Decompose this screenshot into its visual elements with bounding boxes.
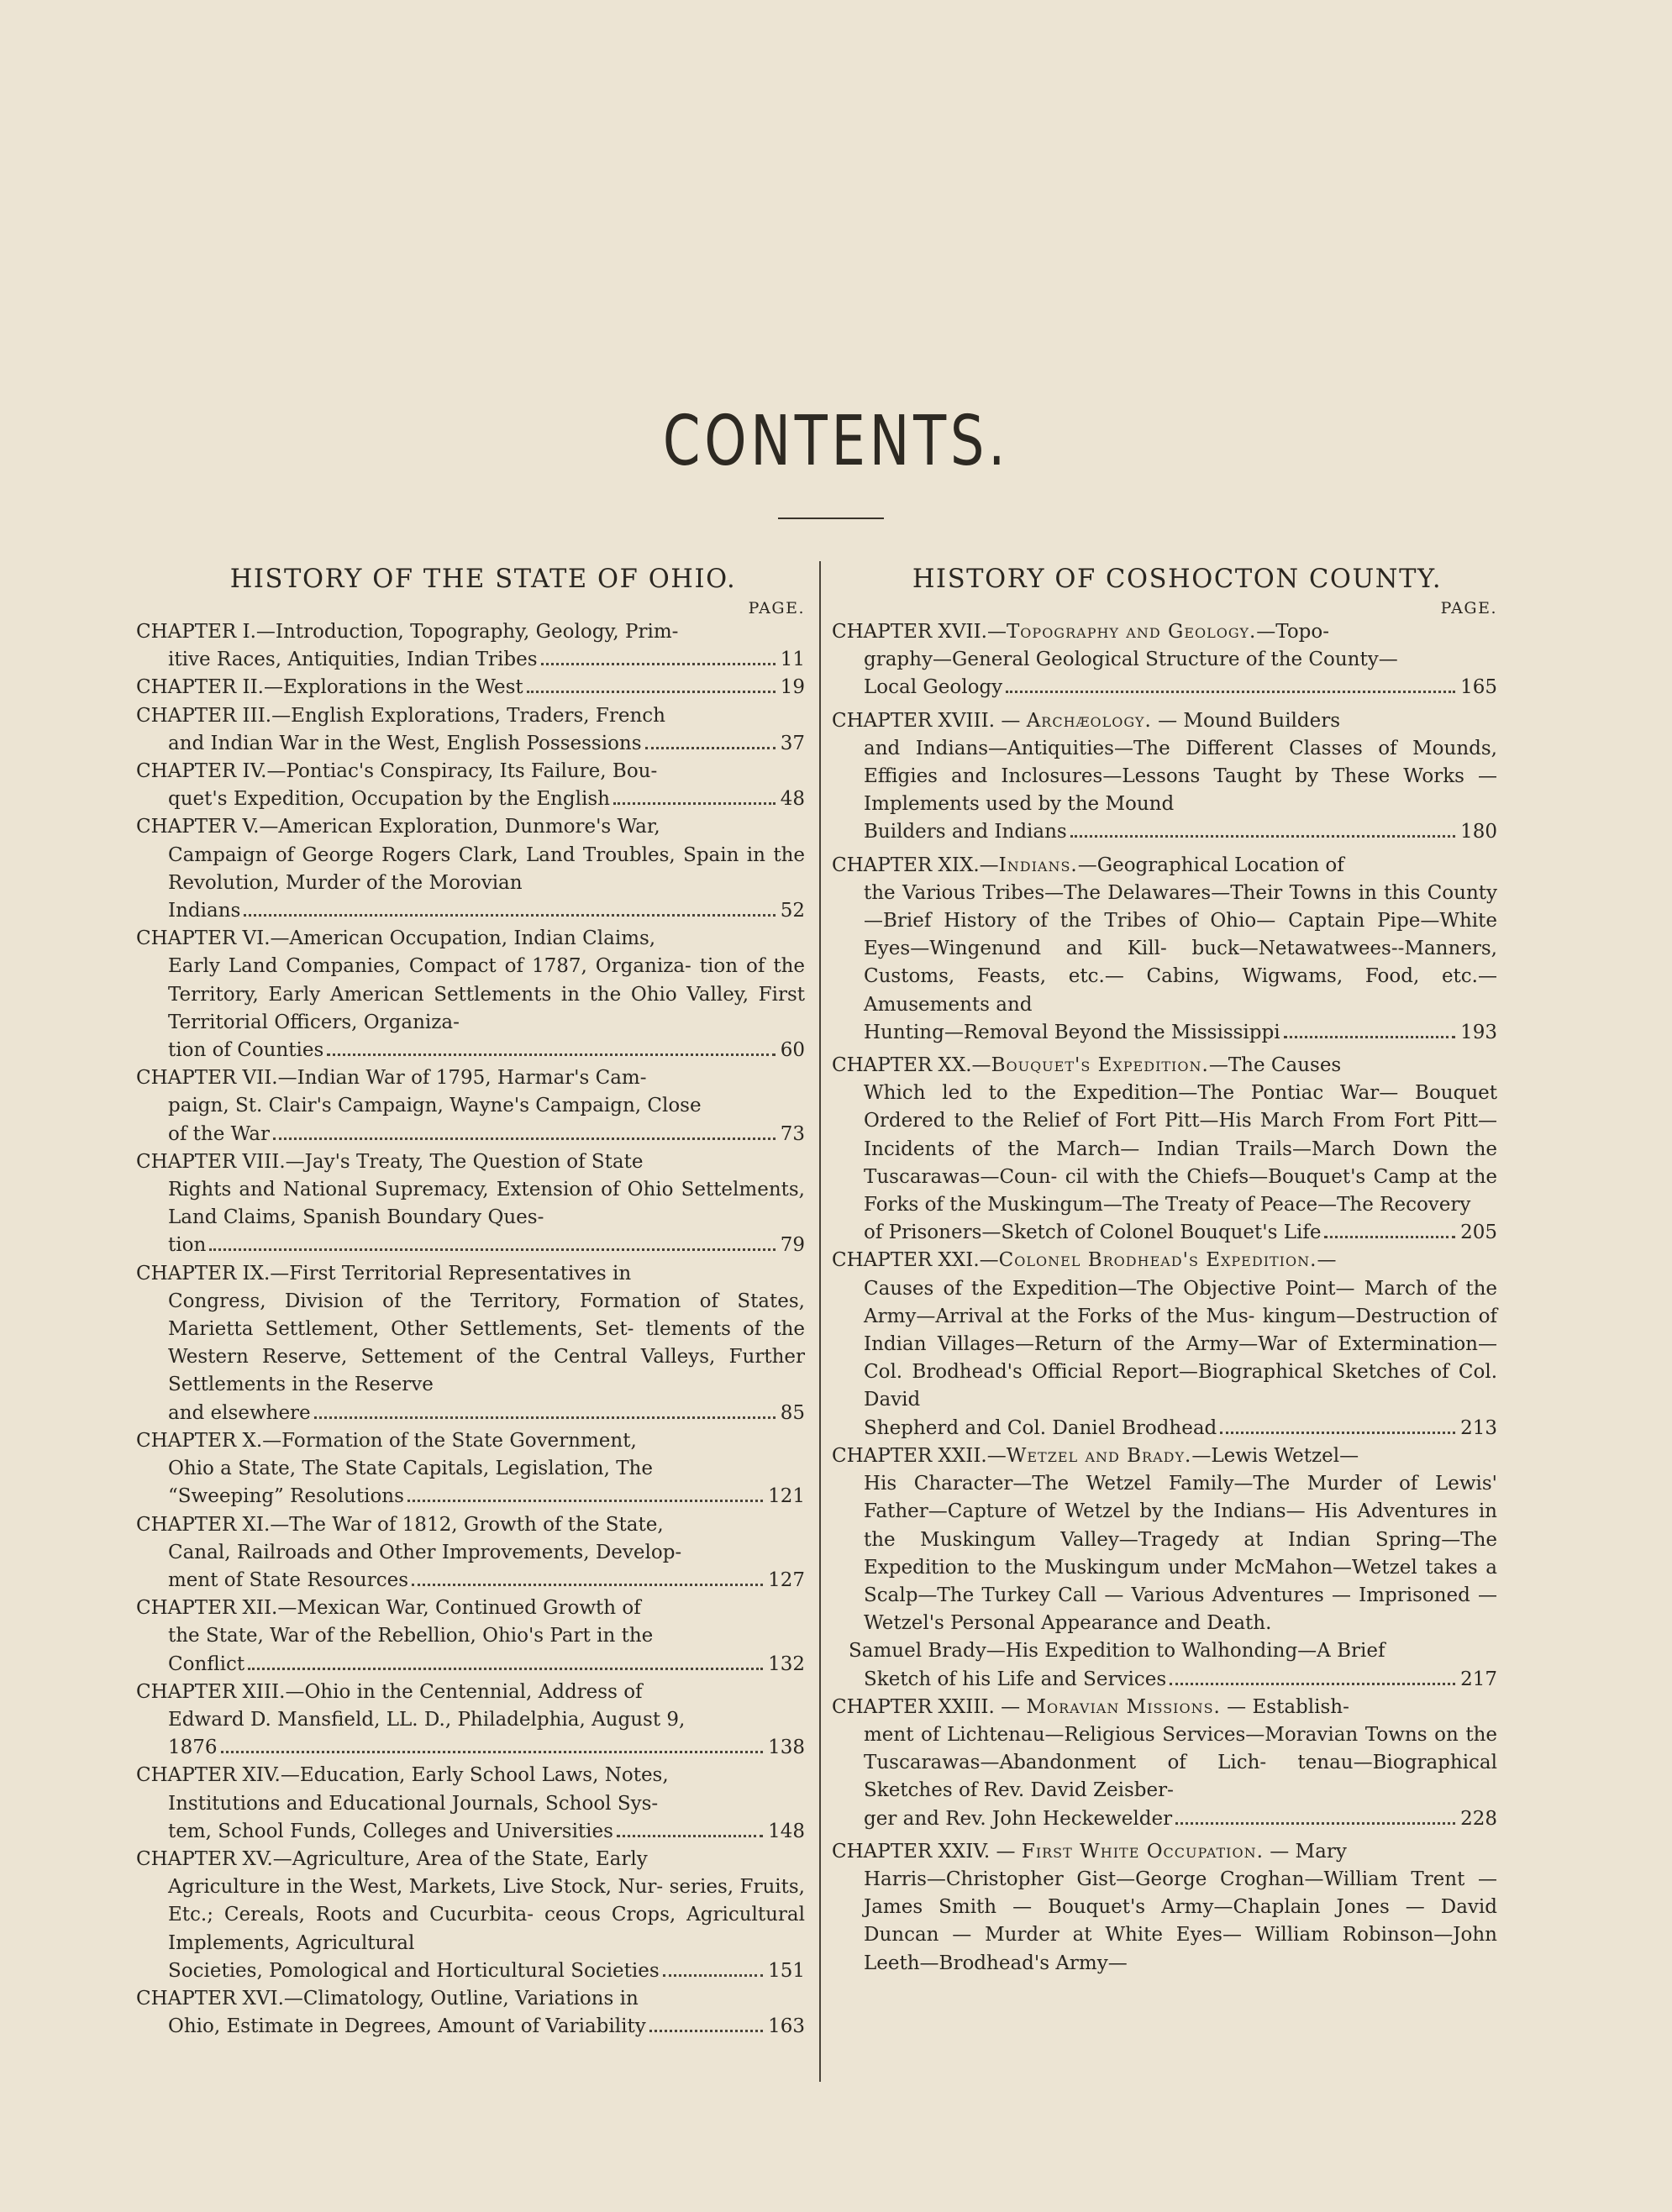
chapter-topic: Wetzel and Brady. — [1006, 1444, 1192, 1467]
chapter-topic: Moravian Missions. — [1026, 1695, 1221, 1718]
entry-page-number: 73 — [780, 1122, 805, 1145]
toc-entry — [136, 1985, 805, 2041]
entry-tail-text: CHAPTER II.—Explorations in the West — [136, 676, 523, 699]
entry-page-number: 163 — [768, 2015, 805, 2038]
right-column-heading: HISTORY OF COSHOCTON COUNTY. — [912, 565, 1443, 594]
right-entries-list — [832, 618, 1497, 1978]
entry-page-number: 85 — [780, 1401, 805, 1424]
entry-tail-line — [136, 1957, 805, 1985]
entry-continuation: His Character—The Wetzel Family—The Murder of Lewis' Father—Capture of Wetzel by the Indians— His Adventures in the Muskingum Valley—Tragedy at Indian Spring—The Expedition to the Muskingum under McMahon—Wetzel takes a Scalp—The Turkey Call — Various Adventures — Imprisoned — Wetzel's Personal Appearance and Death. — [864, 1473, 1497, 1635]
entry-tail-line — [136, 897, 805, 925]
entry-first-line: CHAPTER I.—Introduction, Topography, Geology, Prim- — [136, 621, 679, 643]
entry-page-number: 193 — [1460, 1021, 1497, 1043]
entry-continuation: the Various Tribes—The Delawares—Their Towns in this County—Brief History of the Tribes of Ohio— Captain Pipe—White Eyes—Wingenund and Kill- buck—Netawatwees--Manners, Customs, Feasts, etc.— Cabins, Wigwams, Food, etc.—Amusements and — [864, 881, 1497, 1016]
entry-tail-text: tion — [168, 1234, 207, 1257]
entry-first-line — [832, 1838, 1497, 1866]
chapter-number: CHAPTER XIX.— — [832, 854, 999, 876]
entry-tail-line — [136, 1232, 805, 1259]
toc-entry — [832, 618, 1497, 702]
toc-entry — [832, 1694, 1497, 1833]
entry-first-line-rest: — Mary — [1263, 1840, 1347, 1863]
toc-entry — [136, 702, 805, 758]
entry-tail-text: Local Geology — [864, 676, 1003, 699]
entry-first-line: CHAPTER XI.—The War of 1812, Growth of the State, — [136, 1513, 664, 1536]
entry-tail-line — [832, 1805, 1497, 1833]
entry-first-line: CHAPTER VII.—Indian War of 1795, Harmar's Cam- — [136, 1067, 647, 1090]
entry-continuation: Causes of the Expedition—The Objective Point— March of the Army—Arrival at the Forks of the Mus- kingum—Destruction of Indian Villages—Return of the Army—War of Extermination—Col. Brodhead's Official Report—Biographical Sketches of Col. David — [864, 1277, 1497, 1411]
dot-leader — [649, 2030, 763, 2032]
entry-tail-line — [136, 1567, 805, 1595]
dot-leader — [209, 1248, 775, 1251]
entry-tail-line — [136, 646, 805, 674]
entry-page-number: 60 — [780, 1039, 805, 1062]
entry-page-number: 19 — [780, 676, 805, 699]
chapter-number: CHAPTER XVIII. — — [832, 709, 1027, 732]
left-entries-list — [136, 618, 805, 2041]
entry-continuation: and Indians—Antiquities—The Different Classes of Mounds, Effigies and Inclosures—Lessons Taught by These Works — Implements used by the Mound — [864, 737, 1497, 816]
dot-leader — [273, 1138, 776, 1140]
entry-first-line-rest: —Geographical Location of — [1077, 854, 1344, 876]
entry-first-line: CHAPTER V.—American Exploration, Dunmore's War, — [136, 816, 660, 838]
toc-entry — [832, 1247, 1497, 1442]
title-rule — [778, 518, 884, 519]
dot-leader — [244, 914, 775, 917]
entry-tail-line — [136, 730, 805, 758]
left-column — [136, 561, 805, 2041]
entry-first-line — [832, 1052, 1497, 1080]
toc-entry — [136, 674, 805, 701]
entry-tail-line — [832, 674, 1497, 701]
entry-tail-line — [832, 818, 1497, 846]
right-page-label: PAGE. — [1440, 599, 1497, 617]
entry-continuation: Campaign of George Rogers Clark, Land Troubles, Spain in the Revolution, Murder of the Morovian — [168, 843, 805, 894]
chapter-topic: Archæology. — [1026, 709, 1152, 732]
entry-first-line-rest: — Establish- — [1220, 1695, 1349, 1718]
entry-tail-line — [832, 1019, 1497, 1047]
toc-entry — [136, 1260, 805, 1427]
entry-tail-text: Hunting—Removal Beyond the Mississippi — [864, 1021, 1280, 1043]
column-divider — [819, 561, 821, 2082]
dot-leader — [663, 1974, 763, 1977]
left-column-heading: HISTORY OF THE STATE OF OHIO. — [229, 565, 737, 594]
entry-page-number: 127 — [768, 1568, 805, 1591]
chapter-number: CHAPTER XXII.— — [832, 1444, 1007, 1467]
entry-tail-line — [136, 785, 805, 813]
dot-leader — [645, 747, 776, 749]
entry-page-number: 48 — [780, 788, 805, 811]
toc-entry — [136, 758, 805, 813]
entry-page-number: 37 — [780, 732, 805, 754]
entry-tail-text: Builders and Indians — [864, 821, 1067, 843]
entry-first-line: CHAPTER VI.—American Occupation, Indian Claims, — [136, 927, 656, 950]
entry-tail-line — [136, 1651, 805, 1679]
entry-tail-line — [832, 1415, 1497, 1442]
entry-tail-line — [136, 1400, 805, 1427]
entry-continuation: Rights and National Supremacy, Extension of Ohio Settelments, Land Claims, Spanish Boundary Ques- — [168, 1179, 805, 1229]
entry-tail-text: quet's Expedition, Occupation by the English — [168, 788, 610, 811]
entry-continuation: Ohio a State, The State Capitals, Legislation, The — [168, 1458, 653, 1480]
dot-leader — [1006, 691, 1455, 693]
entry-page-number: 121 — [768, 1485, 805, 1508]
entry-continuation: Agriculture in the West, Markets, Live Stock, Nur- series, Fruits, Etc.; Cereals, Roots and Cucurbita- ceous Crops, Agricultural Implements, Agricultural — [168, 1876, 805, 1954]
entry-first-line: CHAPTER IV.—Pontiac's Conspiracy, Its Failure, Bou- — [136, 760, 658, 783]
entry-tail-text: “Sweeping” Resolutions — [168, 1485, 404, 1508]
entry-tail-text: itive Races, Antiquities, Indian Tribes — [168, 649, 538, 671]
chapter-number: CHAPTER XVII.— — [832, 621, 1007, 643]
entry-first-line: CHAPTER VIII.—Jay's Treaty, The Question of State — [136, 1150, 644, 1173]
toc-entry — [136, 1846, 805, 1985]
entry-tail-text: and elsewhere — [168, 1401, 311, 1424]
dot-leader — [617, 1835, 763, 1837]
chapter-topic: Colonel Brodhead's Expedition. — [998, 1249, 1317, 1272]
entry-tail-line — [136, 1818, 805, 1846]
dot-leader — [1170, 1683, 1455, 1685]
entry-first-line: CHAPTER XII.—Mexican War, Continued Growth of — [136, 1597, 641, 1620]
dot-leader — [1175, 1822, 1455, 1825]
entry-tail-text: Indians — [168, 900, 241, 922]
entry-tail-text: tion of Counties — [168, 1039, 324, 1062]
entry-continuation: graphy—General Geological Structure of the County— — [864, 649, 1398, 671]
entry-tail-text: Societies, Pomological and Horticultural Societies — [168, 1959, 660, 1982]
right-column — [832, 561, 1497, 1978]
chapter-topic: Topography and Geology. — [1006, 621, 1257, 643]
entry-continuation: Edward D. Mansfield, LL. D., Philadelphia, August 9, — [168, 1708, 686, 1731]
chapter-topic: Indians. — [998, 854, 1078, 876]
dot-leader — [412, 1584, 763, 1586]
entry-first-line-rest: — — [1317, 1249, 1337, 1272]
entry-tail-text: and Indian War in the West, English Possessions — [168, 732, 642, 754]
entry-page-number: 79 — [780, 1234, 805, 1257]
toc-entry — [136, 1148, 805, 1260]
entry-tail-line — [136, 1037, 805, 1064]
entry-continuation: Canal, Railroads and Other Improvements, Develop- — [168, 1541, 682, 1563]
toc-entry — [136, 1762, 805, 1846]
entry-continuation: paign, St. Clair's Campaign, Wayne's Campaign, Close — [168, 1095, 702, 1117]
entry-tail-text: 1876 — [168, 1736, 218, 1759]
entry-page-number: 180 — [1460, 821, 1497, 843]
dot-leader — [613, 802, 776, 805]
entry-first-line: CHAPTER III.—English Explorations, Traders, French — [136, 704, 665, 727]
entry-first-line: CHAPTER X.—Formation of the State Government, — [136, 1429, 637, 1452]
dot-leader — [221, 1751, 764, 1753]
chapter-number: CHAPTER XX.— — [832, 1054, 991, 1077]
toc-entry — [136, 1064, 805, 1148]
entry-tail-text: Conflict — [168, 1652, 245, 1675]
toc-entry — [832, 707, 1497, 847]
entry-first-line-rest: —Topo- — [1256, 621, 1330, 643]
toc-entry — [136, 1595, 805, 1679]
entry-page-number: 213 — [1460, 1416, 1497, 1439]
entry-continuation: Early Land Companies, Compact of 1787, Organiza- tion of the Territory, Early American Settlements in the Ohio Valley, First Territorial Officers, Organiza- — [168, 955, 805, 1033]
entry-tail-line — [136, 1121, 805, 1148]
dot-leader — [314, 1416, 776, 1419]
entry-tail-text: tem, School Funds, Colleges and Universities — [168, 1820, 613, 1842]
toc-entry — [136, 925, 805, 1064]
toc-entry — [136, 1511, 805, 1595]
entry-first-line — [832, 707, 1497, 735]
dot-leader — [407, 1500, 763, 1502]
toc-entry — [832, 852, 1497, 1047]
dot-leader — [1220, 1432, 1455, 1434]
entry-page-number: 228 — [1460, 1807, 1497, 1830]
entry-page-number: 132 — [768, 1652, 805, 1675]
chapter-number: CHAPTER XXI.— — [832, 1249, 999, 1272]
entry-continuation: the State, War of the Rebellion, Ohio's Part in the — [168, 1625, 654, 1647]
chapter-number: CHAPTER XXIII. — — [832, 1695, 1027, 1718]
entry-first-line-rest: — Mound Builders — [1151, 709, 1341, 732]
entry-first-line: CHAPTER XIII.—Ohio in the Centennial, Address of — [136, 1680, 643, 1703]
entry-continuation: Congress, Division of the Territory, Formation of States, Marietta Settlement, Other Settlements, Set- tlements of the Western Reserve, Settement of the Central Valleys, Further Settlements in the Reserve — [168, 1290, 805, 1396]
entry-tail-text: of the War — [168, 1122, 270, 1145]
dot-leader — [248, 1668, 763, 1670]
dot-leader — [527, 691, 776, 693]
toc-entry — [832, 1838, 1497, 1978]
left-page-label: PAGE. — [748, 599, 805, 617]
entry-continuation: Which led to the Expedition—The Pontiac War— Bouquet Ordered to the Relief of Fort Pitt—His March From Fort Pitt—Incidents of the March— Indian Trails—March Down the Tuscarawas—Coun- cil with the Chiefs—Bouquet's Camp at the Forks of the Muskingum—The Treaty of Peace—The Recovery — [864, 1082, 1497, 1216]
entry-first-line — [832, 1247, 1497, 1274]
entry-page-number: 151 — [768, 1959, 805, 1982]
entry-first-line — [832, 1442, 1497, 1470]
entry-first-line: CHAPTER XIV.—Education, Early School Laws, Notes, — [136, 1764, 669, 1787]
chapter-topic: First White Occupation. — [1021, 1840, 1264, 1863]
chapter-number: CHAPTER XXIV. — — [832, 1840, 1022, 1863]
entry-page-number: 165 — [1460, 676, 1497, 699]
entry-page-number: 148 — [768, 1820, 805, 1842]
entry-tail-text: Shepherd and Col. Daniel Brodhead — [864, 1416, 1217, 1439]
entry-tail-text: ment of State Resources — [168, 1568, 409, 1591]
entry-continuation: ment of Lichtenau—Religious Services—Moravian Towns on the Tuscarawas—Abandonment of Lich- tenau—Biographical Sketches of Rev. David Zeisber- — [864, 1723, 1497, 1802]
dot-leader — [1284, 1036, 1456, 1038]
entry-first-line-rest: —The Causes — [1208, 1054, 1342, 1077]
toc-entry — [832, 1052, 1497, 1247]
chapter-topic: Bouquet's Expedition. — [991, 1054, 1209, 1077]
entry-tail-line — [136, 2013, 805, 2041]
entry-first-line: CHAPTER XV.—Agriculture, Area of the State, Early — [136, 1847, 648, 1870]
entry-first-line-rest: —Lewis Wetzel— — [1191, 1444, 1359, 1467]
entry-sub-first-line: Samuel Brady—His Expedition to Walhonding—A Brief — [849, 1640, 1385, 1663]
entry-tail-line — [136, 1483, 805, 1511]
entry-tail-text: Ohio, Estimate in Degrees, Amount of Variability — [168, 2015, 646, 2038]
page-title: CONTENTS. — [662, 402, 1010, 481]
toc-entry — [136, 1679, 805, 1763]
entry-continuation: Institutions and Educational Journals, School Sys- — [168, 1792, 659, 1815]
entry-first-line: CHAPTER IX.—First Territorial Representatives in — [136, 1262, 632, 1285]
dot-leader — [327, 1053, 775, 1056]
entry-first-line — [832, 852, 1497, 880]
entry-page-number: 11 — [780, 649, 805, 671]
toc-entry — [136, 1427, 805, 1511]
entry-tail-line — [136, 674, 805, 701]
dot-leader — [1070, 835, 1455, 838]
entry-tail-line — [832, 1219, 1497, 1247]
entry-first-line: CHAPTER XVI.—Climatology, Outline, Variations in — [136, 1987, 639, 2010]
entry-page-number: 217 — [1460, 1668, 1497, 1690]
toc-entry — [832, 1442, 1497, 1694]
entry-tail-text: ger and Rev. John Heckewelder — [864, 1807, 1173, 1830]
entry-page-number: 205 — [1460, 1222, 1497, 1244]
dot-leader — [541, 663, 776, 665]
toc-entry — [136, 618, 805, 674]
entry-tail-line — [832, 1666, 1497, 1694]
entry-continuation: Harris—Christopher Gist—George Croghan—William Trent — James Smith — Bouquet's Army—Chaplain Jones — David Duncan — Murder at White Eyes— William Robinson—John Leeth—Brodhead's Army— — [864, 1868, 1497, 1974]
entry-page-number: 52 — [780, 900, 805, 922]
entry-page-number: 138 — [768, 1736, 805, 1759]
entry-tail-line — [136, 1734, 805, 1762]
entry-tail-text: Sketch of his Life and Services — [864, 1668, 1167, 1690]
entry-tail-text: of Prisoners—Sketch of Colonel Bouquet's Life — [864, 1222, 1322, 1244]
dot-leader — [1324, 1236, 1455, 1238]
entry-first-line — [832, 1694, 1497, 1721]
entry-first-line — [832, 618, 1497, 646]
toc-entry — [136, 813, 805, 925]
